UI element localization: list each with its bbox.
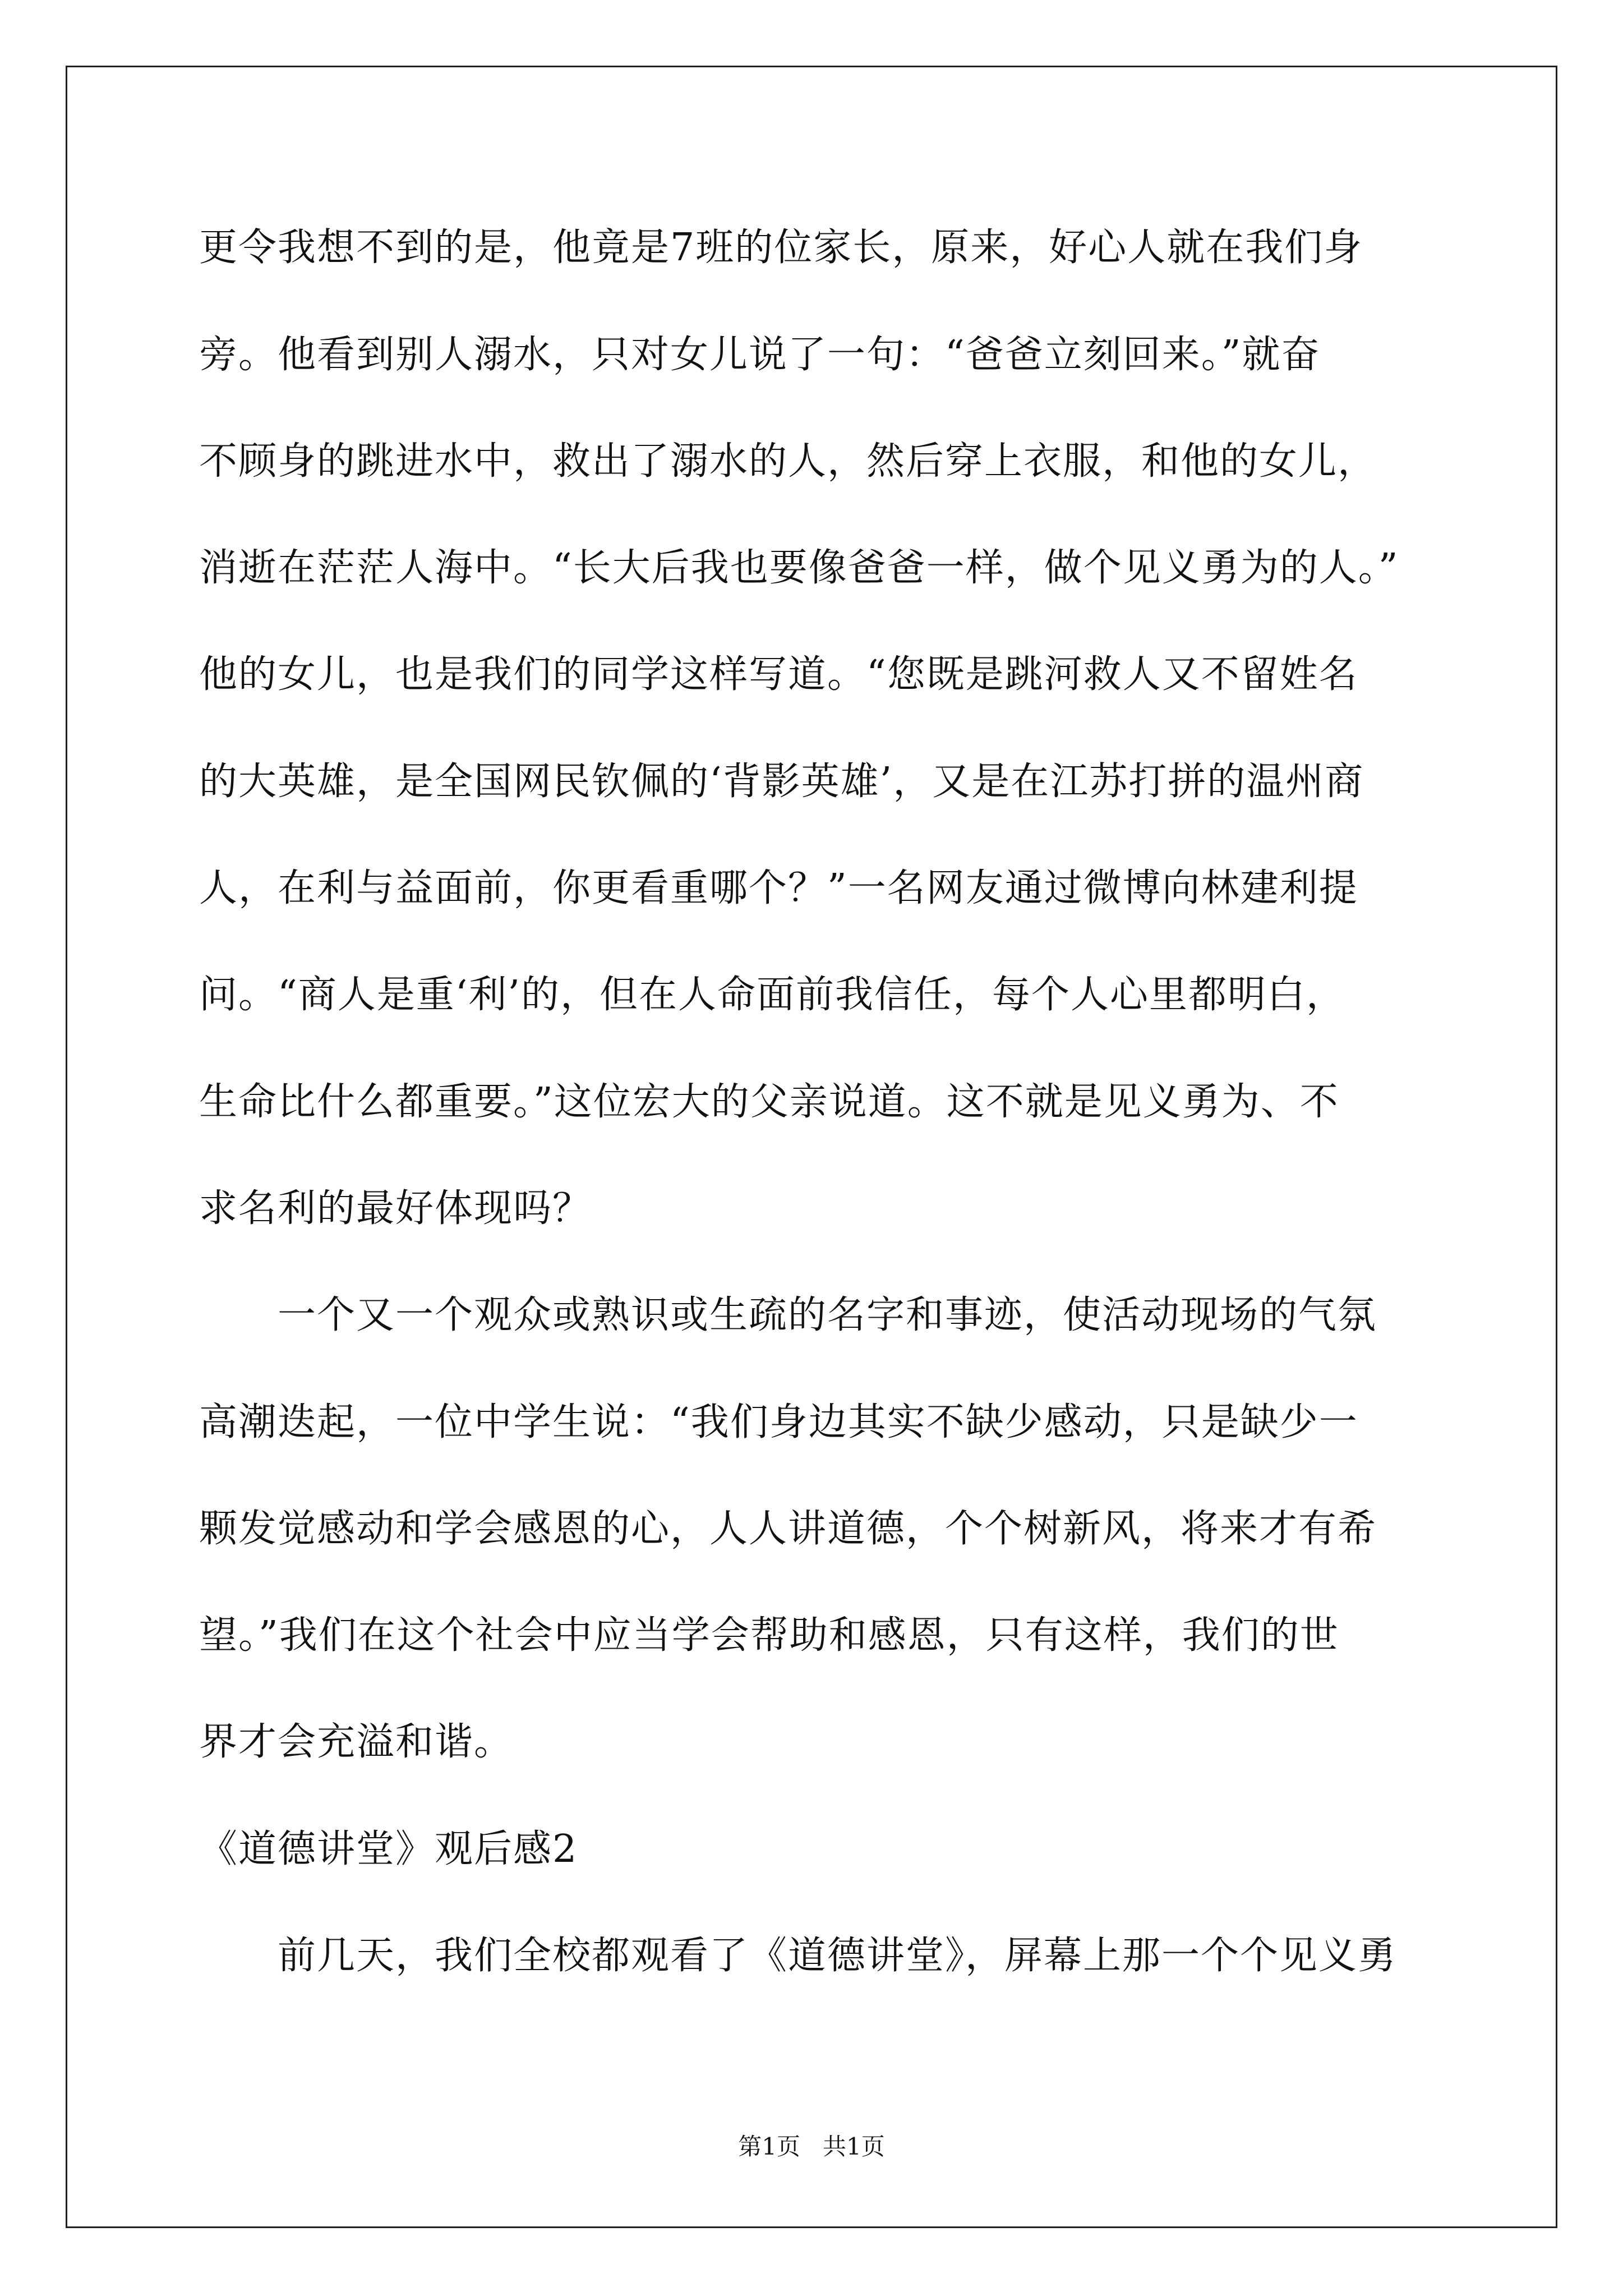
text-line: 求名利的最好体现吗？	[199, 1186, 592, 1231]
text-line: 望。”我们在这个社会中应当学会帮助和感恩，只有这样，我们的世	[199, 1613, 1339, 1658]
text-line: 一个又一个观众或熟识或生疏的名字和事迹，使活动现场的气氛	[278, 1293, 1377, 1337]
text-line: 人，在利与益面前，你更看重哪个？”一名网友通过微博向林建利提	[199, 866, 1358, 910]
text-line: 的大英雄，是全国网民钦佩的‘背影英雄’，又是在江苏打拼的温州商	[199, 760, 1364, 804]
section-heading: 《道德讲堂》观后感2	[199, 1827, 578, 1871]
text-line: 消逝在茫茫人海中。“长大后我也要像爸爸一样，做个见义勇为的人。”	[199, 546, 1399, 590]
text-line: 问。“商人是重‘利’的，但在人命面前我信任，每个人心里都明白，	[199, 973, 1345, 1017]
text-line: 旁。他看到别人溺水，只对女儿说了一句：“爸爸立刻回来。”就奋	[199, 333, 1321, 377]
text-line: 不顾身的跳进水中，救出了溺水的人，然后穿上衣服，和他的女儿，	[199, 439, 1377, 484]
text-line: 界才会充溢和谐。	[199, 1720, 514, 1764]
text-line: 高潮迭起，一位中学生说：“我们身边其实不缺少感动，只是缺少一	[199, 1400, 1358, 1444]
text-line: 前几天，我们全校都观看了《道德讲堂》，屏幕上那一个个见义勇	[278, 1934, 1398, 1978]
text-line: 更令我想不到的是，他竟是7班的位家长，原来，好心人就在我们身	[199, 226, 1363, 270]
text-line: 生命比什么都重要。”这位宏大的父亲说道。这不就是见义勇为、不	[199, 1080, 1339, 1124]
page-border	[66, 66, 1557, 2228]
text-line: 他的女儿，也是我们的同学这样写道。“您既是跳河救人又不留姓名	[199, 652, 1358, 697]
text-line: 颗发觉感动和学会感恩的心，人人讲道德，个个树新风，将来才有希	[199, 1507, 1377, 1551]
page-footer: 第1页 共1页	[738, 2133, 885, 2160]
